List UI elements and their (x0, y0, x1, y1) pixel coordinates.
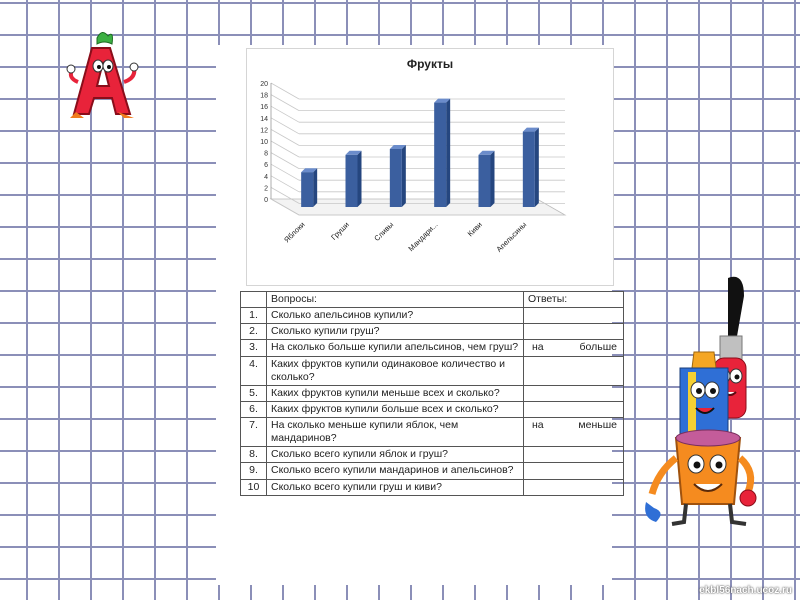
questions-table (240, 291, 624, 496)
header-questions: Вопросы: (267, 292, 524, 308)
y-tick-label: 4 (264, 173, 268, 181)
answer-prefix: на (532, 341, 544, 354)
x-tick-label: Груши (329, 220, 351, 242)
answer-cell[interactable] (524, 385, 624, 401)
question-text: Каких фруктов купили меньше всех и сколько? (267, 385, 524, 401)
letter-a-character-icon (62, 28, 142, 120)
x-tick-label: Апельсины (494, 220, 529, 254)
site-url: ekbl56nach.ucoz.ru (699, 585, 792, 596)
x-tick-label: Мандари... (406, 220, 440, 254)
answer-cell[interactable] (524, 418, 624, 447)
question-text: На сколько меньше купили яблок, чем мандаринов? (267, 418, 524, 447)
table-row (241, 463, 624, 479)
y-tick-label: 16 (260, 104, 268, 112)
answer-cell[interactable] (524, 447, 624, 463)
bar (390, 145, 406, 207)
bar (523, 128, 539, 207)
y-tick-label: 2 (264, 185, 268, 193)
answer-suffix: больше (579, 341, 617, 354)
answer-cell[interactable] (524, 308, 624, 324)
row-number: 1. (241, 308, 267, 324)
table-row (241, 401, 624, 417)
table-row (241, 340, 624, 356)
y-tick-label: 10 (260, 139, 268, 146)
row-number: 7. (241, 418, 267, 447)
bar (479, 151, 495, 207)
row-number: 8. (241, 447, 267, 463)
y-tick-label: 20 (260, 81, 268, 88)
question-text: Сколько купили груш? (267, 324, 524, 340)
y-tick-label: 18 (260, 92, 268, 100)
row-number: 9. (241, 463, 267, 479)
bar-chart (246, 48, 614, 286)
question-text: Сколько всего купили груш и киви? (267, 479, 524, 495)
y-tick-label: 0 (264, 197, 268, 204)
row-number: 6. (241, 401, 267, 417)
table-row (241, 447, 624, 463)
question-text: Каких фруктов купили одинаковое количество и сколько? (267, 356, 524, 385)
table-row (241, 479, 624, 495)
answer-cell[interactable] (524, 479, 624, 495)
answer-cell[interactable] (524, 463, 624, 479)
header-answers: Ответы: (524, 292, 624, 308)
question-text: Каких фруктов купили больше всех и сколько? (267, 401, 524, 417)
question-text: Сколько всего купили яблок и груш? (267, 447, 524, 463)
question-text: Сколько всего купили мандаринов и апельсинов? (267, 463, 524, 479)
answer-suffix: меньше (578, 419, 617, 431)
bar-chart-svg (247, 49, 613, 285)
answer-cell[interactable] (524, 401, 624, 417)
answer-cell[interactable] (524, 324, 624, 340)
bar (346, 151, 362, 207)
answer-cell[interactable] (524, 356, 624, 385)
question-text: Сколько апельсинов купили? (267, 308, 524, 324)
row-number: 4. (241, 356, 267, 385)
x-tick-label: Киви (465, 220, 484, 239)
row-number: 10 (241, 479, 267, 495)
pencil-paint-characters-icon (636, 272, 786, 534)
bar (434, 99, 450, 207)
row-number: 3. (241, 340, 267, 356)
table-row (241, 418, 624, 447)
answer-prefix: на (532, 419, 544, 431)
y-tick-label: 14 (260, 115, 268, 123)
table-row (241, 356, 624, 385)
row-number: 2. (241, 324, 267, 340)
table-header-row (241, 292, 624, 308)
y-tick-label: 8 (264, 150, 268, 158)
y-tick-label: 6 (264, 162, 268, 170)
header-num (241, 292, 267, 308)
answer-cell[interactable] (524, 340, 624, 356)
table-row (241, 385, 624, 401)
bar (301, 168, 317, 207)
x-tick-label: Сливы (372, 220, 396, 243)
question-text: На сколько больше купили апельсинов, чем груш? (267, 340, 524, 356)
x-tick-label: Яблоки (282, 220, 307, 245)
table-row (241, 324, 624, 340)
chart-title: Фрукты (406, 57, 454, 71)
y-tick-label: 12 (260, 127, 268, 135)
row-number: 5. (241, 385, 267, 401)
table-row (241, 308, 624, 324)
